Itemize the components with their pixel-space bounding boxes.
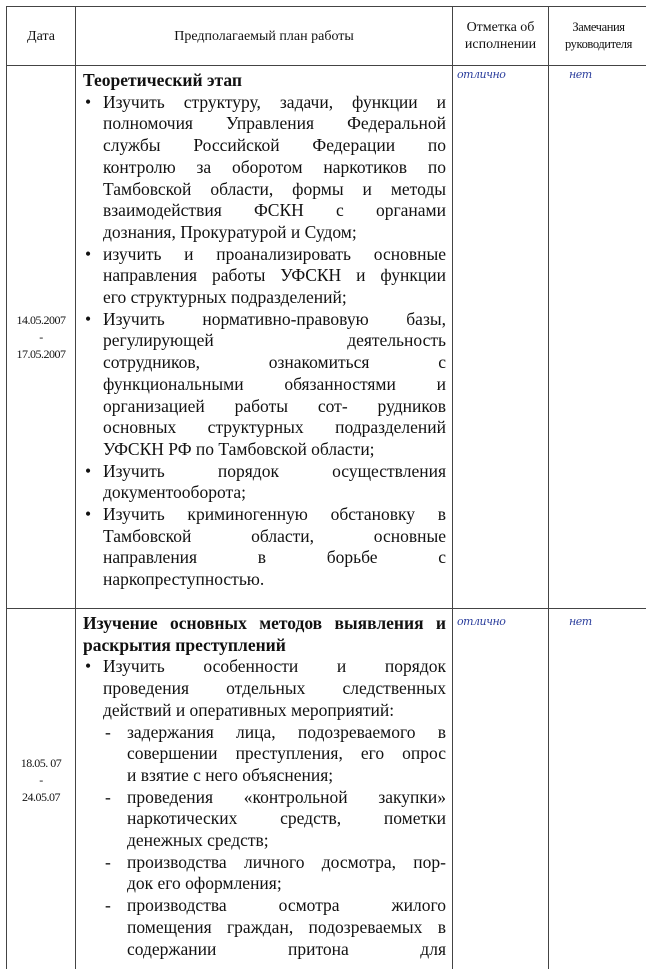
date-separator: -: [39, 330, 43, 344]
text-line: и взятие с него объяснения;: [127, 764, 334, 785]
text-line: полномочия Управления Федеральной: [103, 113, 446, 134]
text-line: Тамбовской области, основные: [103, 525, 446, 546]
text-line: производства личного досмотра, пор-: [127, 851, 446, 872]
text-line: Изучить особенности и порядок: [103, 656, 446, 677]
date-from: 14.05.2007: [16, 313, 66, 327]
header-mark: Отметка об исполнении: [452, 7, 548, 65]
text-line: Изучить криминогенную обстановку в: [103, 504, 446, 525]
handwritten-mark: отлично: [457, 615, 506, 628]
text-line: направления в борьбе с: [103, 547, 446, 568]
bullet-icon: •: [85, 656, 92, 677]
text-line: денежных средств;: [127, 830, 269, 851]
dash-icon: -: [105, 895, 111, 916]
text-line: наркотических средств, пометки: [127, 808, 446, 829]
text-line: взаимодействия ФСКН с органами: [103, 200, 446, 221]
text-line: производства осмотра жилого: [127, 895, 446, 916]
date-from: 18.05. 07: [20, 756, 62, 770]
text-line: организацией работы сот- рудников: [103, 395, 446, 416]
bullet-item: [83, 461, 446, 504]
handwritten-remark: нет: [569, 615, 592, 628]
dash-icon: -: [105, 851, 111, 872]
text-line: УФСКН РФ по Тамбовской области;: [103, 438, 375, 459]
text-line: содержании притона для: [127, 938, 446, 959]
date-to: 17.05.2007: [16, 347, 66, 361]
bullet-item: [83, 656, 446, 721]
date-cell: [6, 609, 75, 969]
text-line: совершении преступления, его опрос: [127, 743, 446, 764]
text-line: проведения отдельных следственных: [103, 678, 446, 699]
text-line: функциональными обязанностями и: [103, 373, 446, 394]
text-line: направления работы УФСКН и функции: [103, 265, 446, 286]
dash-item: [83, 852, 446, 895]
work-plan-table: [6, 6, 646, 969]
header-remarks: Замечания руководителя: [548, 7, 646, 65]
text-line: его структурных подразделений;: [103, 287, 347, 308]
text-line: Изучить порядок осуществления: [103, 460, 446, 481]
bullet-icon: •: [85, 243, 92, 264]
header-date: Дата: [6, 7, 75, 65]
text-line: Изучить структуру, задачи, функции и: [103, 91, 446, 112]
dash-item: [83, 787, 446, 852]
handwritten-mark: отлично: [457, 68, 506, 81]
header-plan: Предполагаемый план работы: [75, 7, 452, 65]
bullet-icon: •: [85, 504, 92, 525]
section-title: Изучение основных методов выявления и: [83, 613, 446, 633]
dash-item: [83, 895, 446, 960]
plan-cell: [75, 609, 452, 969]
bullet-icon: •: [85, 460, 92, 481]
dash-icon: -: [105, 786, 111, 807]
mark-cell: [452, 609, 548, 969]
bullet-item: [83, 504, 446, 591]
text-line: проведения «контрольной закупки»: [127, 786, 446, 807]
date-separator: -: [39, 773, 43, 787]
plan-cell: [75, 66, 452, 608]
dash-icon: -: [105, 721, 111, 742]
text-line: документооборота;: [103, 482, 246, 503]
text-line: основных структурных подразделений: [103, 417, 446, 438]
bullet-icon: •: [85, 308, 92, 329]
text-line: Тамбовской области, формы и методы: [103, 178, 446, 199]
text-line: дознания, Прокуратурой и Судом;: [103, 221, 357, 242]
handwritten-remark: нет: [569, 68, 592, 81]
dash-item: [83, 722, 446, 787]
mark-cell: [452, 66, 548, 608]
text-line: службы Российской Федерации по: [103, 135, 446, 156]
text-line: помещения граждан, подозреваемых в: [127, 916, 446, 937]
text-line: сотрудников, ознакомиться с: [103, 352, 446, 373]
bullet-item: [83, 309, 446, 461]
text-line: наркопреступностью.: [103, 569, 265, 590]
text-line: док его оформления;: [127, 873, 282, 894]
section-title: раскрытия преступлений: [83, 634, 286, 655]
table-row: [6, 66, 646, 609]
text-line: изучить и проанализировать основные: [103, 243, 446, 264]
section-title: Теоретический этап: [83, 70, 242, 90]
text-line: Изучить нормативно-правовую базы,: [103, 308, 446, 329]
text-line: контролю за оборотом наркотиков по: [103, 156, 446, 177]
date-cell: [6, 66, 75, 608]
bullet-item: [83, 92, 446, 244]
table-header: [6, 6, 646, 66]
remarks-cell: [548, 609, 646, 969]
remarks-cell: [548, 66, 646, 608]
text-line: задержания лица, подозреваемого в: [127, 721, 446, 742]
bullet-icon: •: [85, 91, 92, 112]
bullet-item: [83, 244, 446, 309]
text-line: действий и оперативных мероприятий:: [103, 699, 395, 720]
table-row: [6, 609, 646, 969]
text-line: регулирующей деятельность: [103, 330, 446, 351]
date-to: 24.05.07: [22, 790, 60, 804]
